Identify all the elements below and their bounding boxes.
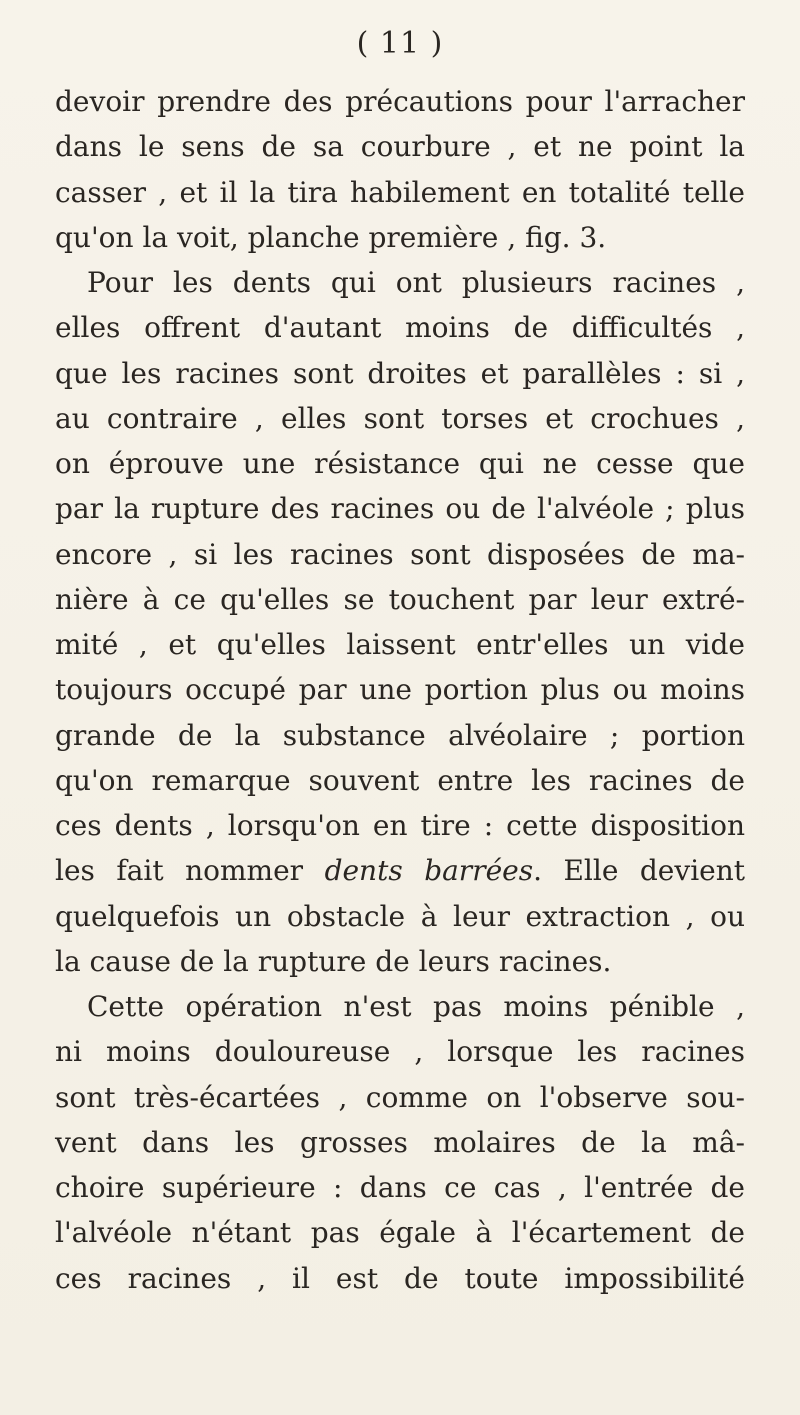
- text-line: ces dents , lorsqu'on en tire : cette disposition: [55, 809, 745, 842]
- text-line: qu'on remarque souvent entre les racines de: [55, 763, 745, 797]
- text-line: que les racines sont droites et parallèles : si ,: [55, 356, 745, 390]
- text-segment: les fait nommer: [55, 854, 325, 888]
- text-line: par la rupture des racines ou de l'alvéole ; plus: [55, 492, 745, 526]
- text-line: sont très-écartées , comme on l'observe sou-: [55, 1080, 745, 1114]
- text-line: casser , et il la tira habilement en totalité telle: [55, 175, 745, 209]
- text-line: l'alvéole n'étant pas égale à l'écartement de: [55, 1216, 745, 1250]
- text-line: elles offrent d'autant moins de difficultés ,: [55, 311, 745, 345]
- text-line: quelquefois un obstacle à leur extraction , ou: [55, 899, 745, 933]
- page-number: ( 11 ): [356, 26, 444, 61]
- text-line: grande de la substance alvéolaire ; portion: [55, 718, 745, 752]
- italic-term: dents barrées: [324, 854, 534, 888]
- text-line: mité , et qu'elles laissent entr'elles un vide: [55, 628, 745, 661]
- text-line: au contraire , elles sont torses et crochues ,: [55, 401, 745, 435]
- text-line: Pour les dents qui ont plusieurs racines ,: [87, 266, 745, 299]
- text-line-with-italic: [55, 848, 745, 893]
- text-segment: . Elle devient: [533, 854, 745, 888]
- text-line: toujours occupé par une portion plus ou moins: [55, 673, 745, 707]
- text-line: choire supérieure : dans ce cas , l'entrée de: [55, 1171, 745, 1204]
- text-line: devoir prendre des précautions pour l'arracher: [55, 85, 745, 118]
- text-line: dans le sens de sa courbure , et ne point la: [55, 130, 745, 164]
- text-line: la cause de la rupture de leurs racines.: [55, 944, 612, 978]
- text-line: qu'on la voit, planche première , fig. 3.: [55, 220, 607, 254]
- text-line: ces racines , il est de toute impossibilité: [55, 1261, 745, 1295]
- text-line: encore , si les racines sont disposées de ma-: [55, 537, 745, 571]
- text-line: vent dans les grosses molaires de la mâ-: [55, 1125, 745, 1159]
- text-line: on éprouve une résistance qui ne cesse que: [55, 447, 745, 480]
- text-line: ni moins douloureuse , lorsque les racines: [55, 1035, 745, 1069]
- text-line: Cette opération n'est pas moins pénible ,: [87, 990, 745, 1023]
- body-text: [55, 79, 745, 1301]
- text-line: nière à ce qu'elles se touchent par leur extré-: [55, 582, 745, 616]
